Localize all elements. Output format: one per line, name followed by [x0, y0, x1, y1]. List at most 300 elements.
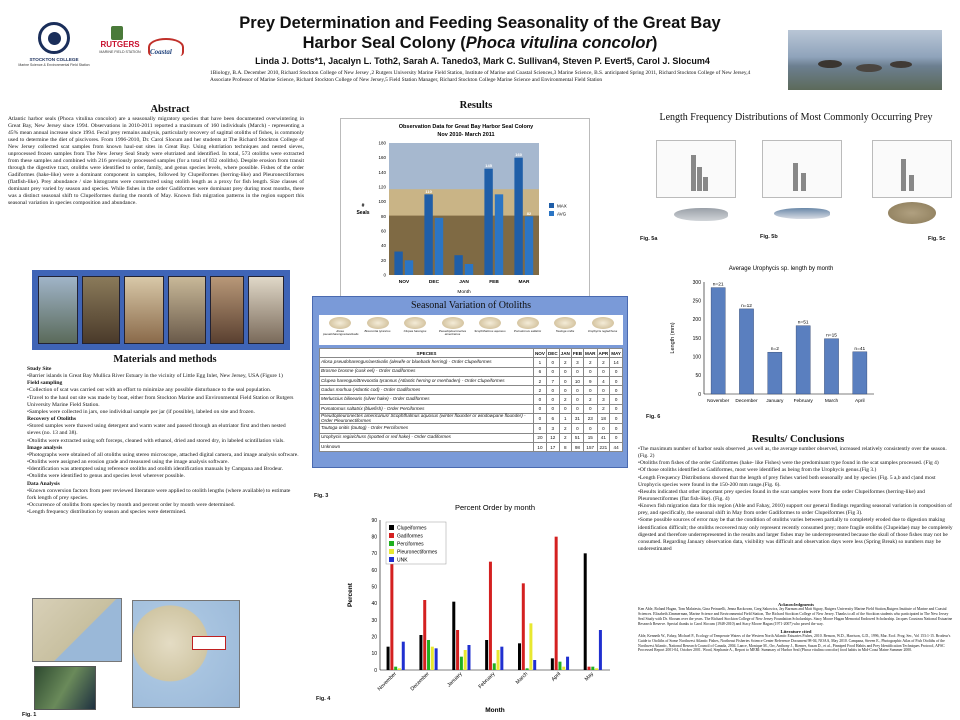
fig5a-histogram: [656, 140, 736, 198]
count-cell: 0: [597, 424, 610, 433]
fig5b-label: Fig. 5b: [760, 234, 778, 240]
otolith-caption: Pseudopleuronectes americanus: [438, 329, 467, 336]
rutgers-logo-subtext: MARINE FIELD STATION: [99, 50, 141, 54]
count-cell: 20: [533, 433, 546, 442]
fig4-xtick-label: November: [376, 671, 398, 693]
table-row: [320, 358, 623, 367]
fig2-legend-swatch: [549, 203, 554, 208]
fig4-xtick-label: March: [514, 671, 530, 686]
fig4-legend-label: Gadiformes: [397, 533, 423, 540]
data-analysis-1: •Known conversion factors from peer reviewed literature were applied to otolith lengths (where available) to estimate fork length of prey species.: [27, 487, 291, 501]
fig5a-label: Fig. 5a: [640, 236, 658, 242]
otolith-table-body: [320, 358, 623, 452]
fig4-bar-clupeiformes: [419, 635, 422, 670]
fig5b-bar-2: [801, 173, 806, 191]
data-analysis-2: •Occurrence of otoliths from species by month and percent order by month were determined.: [27, 501, 235, 508]
fig6-xtick-label: March: [824, 399, 839, 404]
otolith-caption: Brevoortia tyrannus: [364, 329, 391, 333]
fig4-legend-swatch: [389, 533, 394, 538]
fig5a-bar-1: [691, 155, 696, 191]
fig6-bar: [768, 352, 782, 394]
fig4-bar-clupeiformes: [452, 602, 455, 670]
count-cell: 0: [584, 424, 597, 433]
count-cell: 0: [584, 367, 597, 376]
fig4-ytick-label: 70: [371, 551, 377, 558]
image-analysis-heading: Image analysis: [27, 444, 63, 451]
species-cell: Brosme brosme (cusk eel) - Order Gadiformes: [320, 367, 534, 376]
study-site-heading: Study Site: [27, 366, 52, 372]
otolith-panel: [312, 296, 628, 468]
fig4-ylabel: Percent: [347, 583, 354, 607]
photo-sieves: [210, 276, 244, 344]
otolith-caption: Tautoga onitis: [555, 329, 575, 333]
fig4-xlabel: Month: [485, 707, 505, 714]
stockton-seal-icon: [48, 32, 61, 45]
count-cell: 2: [559, 358, 571, 367]
fig4-bar-gadiformes: [456, 630, 459, 670]
fig4-bar-pleuronectiformes: [595, 668, 598, 670]
count-cell: 0: [584, 404, 597, 413]
count-cell: 0: [533, 424, 546, 433]
recovery-heading: Recovery of Otoliths: [27, 416, 77, 423]
fig6-svg: [660, 256, 900, 424]
otolith-header-jan: JAN: [559, 349, 571, 358]
fig2-ytick-label: 180: [378, 140, 386, 146]
species-cell: Alosa pseudoharengus/aestivalis (alewife or blueback herring) - Order Clupeiformes: [320, 358, 534, 367]
species-cell: Gadus morhua (Atlantic cod) - Order Gadiformes: [320, 386, 534, 395]
fig4-ytick-label: 40: [371, 601, 377, 608]
fig2-bar-avg: [405, 260, 413, 275]
otolith-header-nov: NOV: [533, 349, 546, 358]
species-cell: Tautoga onitis (tautog) - Order Perciformes: [320, 424, 534, 433]
count-cell: 31: [571, 414, 583, 424]
fig2-ytick-label: 160: [378, 155, 386, 161]
fig2-ytick-label: 20: [380, 257, 386, 263]
photo-jars: [124, 276, 164, 344]
otolith-header-apr: APR: [597, 349, 610, 358]
species-cell: Urophycis regia/chuss (spotted or red hake) - Order Gadiformes: [320, 433, 534, 442]
count-cell: 0: [559, 367, 571, 376]
fig4-bar-pleuronectiformes: [562, 667, 565, 670]
count-cell: 15: [584, 433, 597, 442]
count-cell: 2: [559, 433, 571, 442]
species-cell: Pomatomus saltatrix (bluefish) - Order Perciformes: [320, 404, 534, 413]
table-row: [320, 424, 623, 433]
abstract-title: Abstract: [150, 104, 190, 115]
otolith-caption: Urophycis regia/chuss: [587, 329, 618, 333]
fig6-data-label: n=15: [826, 333, 837, 339]
fig4-bar-gadiformes: [423, 600, 426, 670]
fig2-data-label: 160: [515, 152, 522, 158]
count-cell: 98: [571, 442, 583, 451]
count-cell: 0: [571, 386, 583, 395]
count-cell: 10: [571, 376, 583, 385]
count-cell: 6: [533, 367, 546, 376]
fig4-ytick-label: 50: [371, 584, 377, 591]
count-cell: 9: [584, 376, 597, 385]
header: [0, 0, 960, 100]
fig4-bar-clupeiformes: [518, 643, 521, 670]
otolith-photo: [586, 317, 620, 333]
count-cell: 0: [571, 404, 583, 413]
conclusion-7: •Some possible sources of error may be that the condition of otoliths varies between partially to completely eroded due to digestion making identification difficult; the otoliths recovered may only represent recently consumed prey; more fragile otoliths (Clupeidae) may be completely digested and therefore underrepresented in the results and larger fishes may be underrepresented because the skull of those fishes may not be consumed. Regarding January observation data, visibility was difficult and observation days were less (Spring Break) so numbers may be underestimated: [638, 517, 953, 552]
affiliations: 1Biology, B.A. December 2010, Richard Stockton College of New Jersey ,2 Rutgers University Marine Field Station, Institute of Marine and Coastal Sciences,3 Marine Science, B.S. anticipated Spring 2011, Richard Stockton College of New Jersey,4 Associate Professor of Marine Science, Richard Stockton College of New Jersey,5 Field Station Manager, Richard Stockton College Marine Science and Environmental Field Station: [210, 70, 751, 84]
otolith-caption: Alosa pseudoharengus/aestivalis: [323, 329, 359, 336]
otolith-shape: [329, 317, 351, 329]
fig2-bar-avg: [435, 218, 443, 275]
count-cell: 0: [610, 424, 623, 433]
table-row: [320, 395, 623, 404]
fig4-svg: [340, 498, 620, 716]
fig4-ytick-label: 20: [371, 634, 377, 641]
field-sampling-2: •Travel to the haul out site was made by boat, either from Stockton Marine and Environmental Field Station or Rutgers University Marine Field Station.: [27, 394, 294, 408]
fig4-bar-clupeiformes: [485, 640, 488, 670]
fig6-title: Average Urophycis sp. length by month: [728, 266, 834, 272]
fig6-ylabel: Length (mm): [670, 322, 676, 354]
otolith-photo: [323, 317, 357, 336]
fig4-bar-unk: [566, 657, 569, 670]
count-cell: 221: [597, 442, 610, 451]
table-row: [320, 433, 623, 442]
otolith-header-mar: MAR: [584, 349, 597, 358]
image-analysis-2: •Otoliths were assigned an erosion grade and measured using the image analysis software.: [27, 459, 229, 466]
results-title: Results: [459, 100, 493, 111]
stockton-logo-text: STOCKTON COLLEGE: [29, 57, 79, 62]
count-cell: 0: [546, 404, 559, 413]
fig6-xtick-label: February: [793, 399, 813, 404]
otolith-shape: [442, 317, 464, 329]
fig5c-histogram: [872, 140, 952, 198]
count-cell: 6: [546, 414, 559, 424]
fig5-histograms: [650, 126, 960, 246]
fig2-svg: [341, 119, 591, 309]
otolith-caption: Scophthalmus aquosus: [474, 329, 506, 333]
stockton-logo: [38, 22, 70, 54]
fig4-bar-pleuronectiformes: [497, 650, 500, 670]
fig4-legend-label: Pleuronectiformes: [397, 549, 438, 556]
seal-shape-2: [856, 64, 882, 72]
fig2-data-label: 145: [485, 163, 492, 169]
fig4-legend-swatch: [389, 549, 394, 554]
otolith-header-dec: DEC: [546, 349, 559, 358]
photo-microscope: [248, 276, 284, 344]
table-row: [320, 386, 623, 395]
fig4-bar-perciformes: [427, 640, 430, 670]
species-cell: Pseudopleuronectes americanus/ Scophthalmus aquosus (winter flounder or windowpane flounder) - Order Pleuronectiformes: [320, 414, 534, 424]
fig6-ytick-label: 300: [692, 279, 701, 286]
fig6-bar: [796, 326, 810, 394]
count-cell: 0: [546, 386, 559, 395]
count-cell: 3: [546, 424, 559, 433]
fig5c-label: Fig. 5c: [928, 236, 946, 242]
fig6-xtick-label: December: [735, 399, 758, 404]
fig6-data-label: n=21: [712, 282, 724, 288]
fig2-bar-max: [394, 252, 402, 275]
otolith-photo: [548, 317, 582, 333]
count-cell: 0: [610, 395, 623, 404]
map-inset-legend: [192, 636, 226, 650]
study-site-text: •Barrier islands in Great Bay Mullica River Estuary in the vicinity of Little Egg Inlet, New Jersey, USA (Figure 1): [27, 373, 283, 380]
count-cell: 0: [610, 367, 623, 376]
otolith-shape: [404, 317, 426, 329]
fig2-ytick-label: 100: [378, 199, 386, 205]
fig2-bar-max: [424, 194, 432, 275]
otolith-panel-title: Seasonal Variation of Otoliths: [410, 300, 532, 311]
count-cell: 0: [559, 386, 571, 395]
fig5c-bar-1: [901, 159, 906, 191]
count-cell: 0: [546, 367, 559, 376]
fig6-data-label: n=2: [770, 347, 779, 353]
fig4-legend-swatch: [389, 557, 394, 562]
count-cell: 0: [533, 395, 546, 404]
fig4-bar-unk: [435, 648, 438, 670]
count-cell: 2: [584, 395, 597, 404]
data-analysis-heading: Data Analysis: [27, 480, 60, 487]
field-sampling-heading: Field sampling: [27, 380, 63, 387]
fig4-xtick-label: December: [409, 671, 431, 693]
fig4-bar-pleuronectiformes: [529, 623, 532, 670]
title-species: Phoca vitulina concolor: [465, 34, 652, 52]
fig2-ytick-label: 140: [378, 169, 386, 175]
count-cell: 0: [533, 414, 546, 424]
fig5b-bar-1: [793, 163, 798, 191]
fig6-ytick-label: 200: [692, 317, 701, 324]
fig2-title: Observation Data for Great Bay Harbor Seal Colony: [398, 124, 534, 130]
count-cell: 0: [559, 404, 571, 413]
fig2-bar-avg: [525, 216, 533, 275]
count-cell: 2: [597, 404, 610, 413]
count-cell: 4: [597, 376, 610, 385]
photo-seals: [38, 276, 78, 344]
count-cell: 0: [597, 367, 610, 376]
otolith-photo: [473, 317, 507, 333]
count-cell: 12: [546, 433, 559, 442]
otolith-caption: Pomatomus saltatrix: [513, 329, 542, 333]
fig2-xtick-label: NOV: [398, 280, 410, 285]
fig4-xtick-label: January: [446, 671, 464, 689]
count-cell: 0: [571, 424, 583, 433]
fig2-bar-max: [514, 158, 522, 275]
fig2-ytick-label: 80: [380, 213, 386, 219]
fig2-xtick-label: DEC: [428, 280, 440, 285]
fig4-bar-clupeiformes: [584, 553, 587, 670]
fig6-ytick-label: 0: [698, 391, 701, 398]
fig2-xtick-label: MAR: [518, 280, 530, 285]
otolith-shape: [554, 317, 576, 329]
otolith-header-may: MAY: [610, 349, 623, 358]
recovery-2: •Otoliths were extracted using soft forceps, cleaned with ethanol, dried and stored dry, in labeled scintillation vials.: [27, 437, 285, 444]
count-cell: 3: [571, 358, 583, 367]
fig2-xtick-label: FEB: [489, 280, 499, 285]
field-sampling-1: •Collection of scat was carried out with an effort to minimize any possible disturbance to the seal population.: [27, 387, 272, 394]
count-cell: 8: [559, 442, 571, 451]
fig4-legend-label: Clupeiformes: [397, 525, 427, 532]
count-cell: 2: [559, 424, 571, 433]
fig1-label: Fig. 1: [22, 712, 37, 718]
count-cell: 1: [559, 414, 571, 424]
materials-title: Materials and methods: [113, 354, 217, 365]
map-regional: [32, 598, 122, 662]
fig6-bar: [853, 352, 867, 394]
title-line2-b: ): [651, 34, 658, 52]
fig2-observation-chart: [340, 118, 590, 308]
fig6-ytick-label: 150: [692, 335, 701, 342]
poster-title-line1: Prey Determination and Feeding Seasonality of the Great Bay: [239, 14, 721, 32]
fig2-xtick-label: JAN: [459, 280, 469, 285]
fig4-percent-order-chart: [340, 498, 620, 716]
data-analysis-3: •Length frequency distribution by season and species were determined.: [27, 509, 187, 516]
otolith-shape: [517, 317, 539, 329]
count-cell: 0: [597, 386, 610, 395]
otolith-shape: [367, 317, 389, 329]
fig4-bar-pleuronectiformes: [398, 668, 401, 670]
seal-shape-3: [890, 61, 912, 68]
photo-elutriator: [168, 276, 206, 344]
fig4-bar-gadiformes: [522, 583, 525, 670]
flounder-fish-icon: [888, 202, 936, 224]
otolith-shape: [479, 317, 501, 329]
fig2-subtitle: Nov 2010- March 2011: [437, 132, 495, 138]
stockton-logo-subtext: Marine Science & Environmental Field Station: [18, 63, 90, 67]
conclusions-text: [638, 446, 954, 553]
count-cell: 2: [559, 395, 571, 404]
fig6-data-label: n=12: [741, 303, 752, 309]
count-cell: 10: [533, 442, 546, 451]
fig6-data-label: n=51: [797, 320, 809, 326]
ack-title: Acknowledgments: [778, 602, 814, 607]
fig4-xtick-label: April: [550, 671, 563, 683]
fig4-bar-perciformes: [493, 663, 496, 670]
fig4-xtick-label: February: [477, 671, 497, 691]
species-cell: Clupea harengus/Brevoortia tyrannus (Atlantic herring or menhaden) - Order Clupeiformes: [320, 376, 534, 385]
species-cell: Unknown: [320, 442, 534, 451]
fig2-bar-max: [454, 255, 462, 275]
map-satellite: [34, 666, 96, 710]
fig4-bar-gadiformes: [390, 560, 393, 670]
fig4-bar-unk: [402, 642, 405, 670]
count-cell: 18: [597, 414, 610, 424]
conclusion-2: •Otoliths from fishes of the order Gadiformes (hake- like Fishes) were the predominant type found in the scat samples processed. (Fig 4): [638, 460, 939, 467]
length-freq-title: Length Frequency Distributions of Most Commonly Occurring Prey: [659, 112, 933, 123]
fig4-title: Percent Order by month: [454, 503, 536, 512]
count-cell: 23: [584, 414, 597, 424]
fig4-legend-swatch: [389, 541, 394, 546]
count-cell: 0: [610, 386, 623, 395]
materials-text: [27, 366, 299, 516]
coastal-logo-text: Coastal: [150, 48, 172, 56]
methods-photo-strip: [32, 270, 290, 350]
fig4-bar-clupeiformes: [551, 658, 554, 670]
count-cell: 1: [533, 358, 546, 367]
lit-title: Literature cited: [780, 628, 812, 634]
fig4-bar-unk: [467, 645, 470, 670]
fig2-bar-max: [484, 169, 492, 275]
fig2-data-label: 110: [425, 188, 432, 194]
photo-scat-collection: [82, 276, 120, 344]
table-row: [320, 367, 623, 376]
count-cell: 2: [597, 358, 610, 367]
count-cell: 3: [597, 395, 610, 404]
fig6-data-label: n=41: [854, 346, 866, 352]
fig4-label: Fig. 4: [316, 696, 331, 702]
fig4-bar-unk: [599, 630, 602, 670]
fig5a-bar-2: [697, 167, 702, 191]
rutgers-logo-icon: [111, 26, 123, 40]
otolith-photo: [436, 317, 470, 336]
otolith-photo: [361, 317, 395, 333]
herring-fish-icon: [774, 208, 830, 219]
count-cell: 0: [610, 414, 623, 424]
fig4-bar-unk: [533, 660, 536, 670]
conclusion-3: •Of those otoliths identified as Gadiformes, most were identified as being from the Urophycis genus.(Fig 3.): [638, 467, 877, 474]
poster-title-line2: [200, 34, 760, 53]
count-cell: 0: [610, 404, 623, 413]
fig4-bar-gadiformes: [489, 562, 492, 670]
fig2-ytick-label: 120: [378, 184, 386, 190]
fig2-ylabel: #: [361, 203, 365, 209]
count-cell: 0: [533, 404, 546, 413]
hake-fish-icon: [674, 208, 728, 221]
fig2-legend-label: MAX: [557, 203, 567, 209]
fig4-ytick-label: 60: [371, 567, 377, 574]
conclusion-1: •The maximum number of harbor seals observed ,as well as, the average number observed, increased relatively consistently over the season. (Fig. 2): [638, 446, 947, 460]
count-cell: 2: [533, 376, 546, 385]
fig2-bar-avg: [495, 194, 503, 275]
count-cell: 17: [546, 442, 559, 451]
fig6-ytick-label: 100: [692, 354, 701, 361]
recovery-1: •Stored samples were thawed using detergent and warm water and passed through an elutriator first and then nested sieves (no. 13 and 38).: [27, 423, 286, 437]
fig2-ylabel: Seals: [356, 210, 370, 216]
count-cell: 0: [546, 358, 559, 367]
fig4-legend-label: Perciformes: [397, 541, 424, 548]
count-cell: 0: [610, 376, 623, 385]
fig4-bar-perciformes: [526, 668, 529, 670]
fig4-ytick-label: 80: [371, 534, 377, 541]
field-sampling-3: •Samples were collected in jars, one individual sample per jar (if possible), labeled on site and frozen.: [27, 408, 255, 415]
otolith-table-header: [320, 349, 623, 358]
otolith-photo-row: [319, 315, 623, 345]
fig4-bar-pleuronectiformes: [464, 650, 467, 670]
fig3-label: Fig. 3: [314, 493, 329, 499]
acknowledgments: [638, 602, 954, 653]
otolith-table: [319, 348, 623, 452]
fig6-bar: [824, 339, 838, 394]
seal-shape-1: [818, 60, 842, 68]
fig4-ytick-label: 90: [371, 517, 377, 524]
fig2-legend-label: AVG: [557, 211, 567, 217]
fig2-data-label: 82: [526, 210, 532, 216]
fig6-xtick-label: April: [855, 399, 865, 404]
lit-text: Able, Kenneth W., Fahay, Michael P., Ecology of Temperate Waters of the Western North Atlantic Estuaries Fishes, 2010. Benson, W.D., Harrison, G.D., 1996, Mar. Ecol. Prog. Ser., Vol 153:1-15. Brodeur's Guide to Otoliths of Some Northwest Atlantic Fishes, Northeast Fisheries Science Center Reference Document 98-04, NOAA, May 2010. Campana, Steven E., Photographic Atlas of Fish Otoliths of the Northwest Atlantic, National Research Council of Canada, 2004. Lance, Monique M., Orr, Anthony J., Riemer, Susan D., et al., Pinniped Food Habits and Prey Identification Techniques Protocol, AFSC Processed Report 2001-04, October 2001. Wood, Stephanie A., Report to MERI: Summary of Harbor Seal (Phoca vitulina concolor) food habits in Mid-Coast Maine Summer 2000.: [638, 633, 951, 653]
fig2-ytick-label: 40: [380, 243, 386, 249]
count-cell: 2: [533, 386, 546, 395]
fig4-bar-perciformes: [591, 667, 594, 670]
count-cell: 2: [584, 358, 597, 367]
count-cell: 41: [597, 433, 610, 442]
count-cell: 44: [610, 442, 623, 451]
fig4-ytick-label: 10: [371, 651, 377, 658]
table-row: [320, 414, 623, 424]
count-cell: 0: [610, 433, 623, 442]
count-cell: 0: [571, 367, 583, 376]
fig4-bar-clupeiformes: [387, 647, 390, 670]
count-cell: 0: [559, 376, 571, 385]
abstract-text: Atlantic harbor seals (Phoca vitulina concolor) are a seasonally migratory species that have been documented overwintering in Great Bay, New Jersey since 1994. Observations in 2010-2011 reported a maximum of 160 individuals (March) - representing a 45% mean annual increase since 1994. Fecal prey remains analysis, particularly recovery of sagittal otoliths of fishes, is commonly used to determine the diet of piscivores. From 1996-2010, Dr. Carol Slocum and her students at The Richard Stockton College of New Jersey collected scat samples from known haul-out sites in Great Bay. Using elutriation techniques and nested sieves, unprocessed frozen samples from The New Jersey Seal Study were elutriated and identified. In total, 573 otoliths were extracted from these samples and combined with 216 previously processed samples (for a total of 832 otoliths). Despite erosion from transit through the digestive tract, otoliths were identified to order, family, and genus species levels, where possible. Fishes of the order Gadiformes (hake-like) were a dominant component in samples, followed by Clupeiformes (herring-like) and Pleuronectiformes (flatfish-like). Prey abundance / size histograms were constructed using otolith length as a proxy for fish length. Size classes of dominant prey varied by season and species. While fishes in the order Gadiformes were dominant prey during most months, there was a distinct seasonal shift to Clupeiformes during the month of May. Known fish migration patterns in the region support this seasonal variation in species composition and abundance.: [8, 116, 304, 206]
fig2-xlabel: Month: [457, 290, 471, 295]
conclusion-6: •Known fish migration data for this region (Able and Fahay, 2010) support our general findings regarding seasonal variation in composition of prey, and specifically, the seasonal shift in May from order Gadiformes to order Clupeiformes (Fig 3).: [638, 503, 952, 517]
fig4-bar-perciformes: [558, 662, 561, 670]
fig5b-histogram: [762, 140, 842, 198]
